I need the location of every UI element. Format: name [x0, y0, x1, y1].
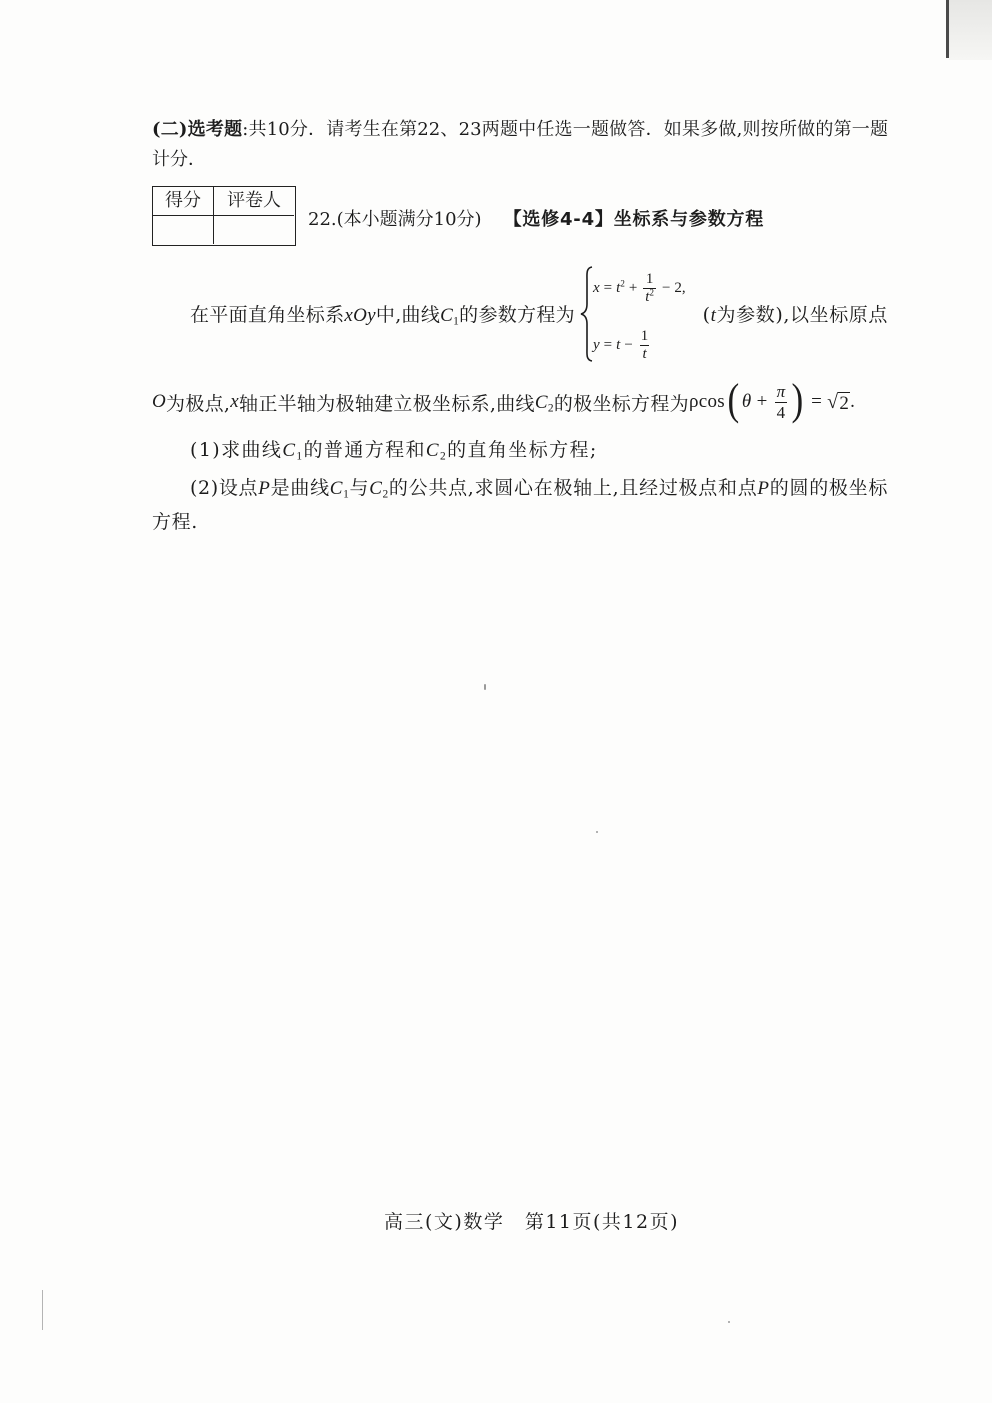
var-t: t: [616, 279, 621, 296]
section-heading: (二)选考题: [152, 119, 243, 140]
denominator: [643, 288, 656, 306]
axis-symbol: x: [230, 391, 240, 412]
stem-text: 在平面直角坐标系: [190, 304, 345, 326]
rho-cos: ρcos: [688, 391, 725, 412]
curve-symbol: C: [329, 478, 344, 499]
fraction-pi-over-4: [775, 382, 788, 423]
equals-sign: =: [811, 391, 823, 412]
constant-term: 2,: [674, 279, 686, 296]
stem-text: 轴正半轴为极轴建立极坐标系,曲线: [239, 392, 535, 415]
part-text: 是曲线: [270, 477, 330, 499]
page-footer: 高三(文)数学 第11页(共12页): [384, 1211, 680, 1233]
equation-y: [593, 323, 652, 367]
score-cell: [153, 216, 214, 244]
part-text: (1)求曲线: [190, 439, 283, 461]
plus-sign: +: [756, 391, 768, 412]
origin-symbol: O: [152, 391, 167, 412]
radicand: 2: [839, 393, 850, 414]
curve-subscript: 2: [382, 488, 389, 501]
score-header: 得分: [153, 187, 214, 216]
part-text: 与: [349, 477, 370, 499]
coordinate-system-label: xOy: [344, 305, 376, 326]
scan-speck: [484, 684, 486, 690]
fraction-one-over-t: [639, 328, 651, 363]
score-table: [152, 186, 296, 246]
period: .: [850, 391, 856, 412]
stem-text: 的参数方程为: [459, 304, 575, 326]
part-text: 的圆的极坐标: [769, 477, 888, 499]
curve-subscript: 2: [440, 450, 448, 463]
curve-subscript: 1: [453, 315, 460, 328]
scan-edge-shadow: [949, 0, 992, 60]
scan-edge-line: [946, 0, 949, 58]
stem-line1-right: [703, 302, 888, 329]
curve-symbol: C: [282, 440, 297, 461]
parameter-symbol: t: [710, 305, 717, 326]
numerator: 1: [645, 270, 654, 287]
sub-question-2: [190, 475, 888, 502]
curve-subscript: 1: [343, 488, 350, 501]
stem-text: 中,曲线: [375, 304, 441, 326]
part-text: 的直角坐标方程;: [447, 439, 598, 461]
sub-question-1: [190, 437, 598, 464]
stem-text: (: [702, 304, 711, 326]
right-paren: ): [791, 375, 804, 424]
curve-symbol: C: [534, 391, 548, 413]
equals-sign: =: [603, 279, 613, 296]
equals-sign: =: [603, 336, 613, 353]
question-number: 22.(本小题满分10分): [308, 209, 482, 230]
left-paren: (: [727, 375, 740, 424]
denominator: t: [642, 345, 647, 362]
section-instructions-line1: [152, 117, 888, 143]
scan-speck: [728, 1321, 730, 1323]
curve-subscript: 1: [296, 450, 304, 463]
section-instructions: :共10分．请考生在第22、23两题中任选一题做答．如果多做,则按所做的第一题: [242, 119, 888, 140]
sub-question-2-continued: 方程.: [152, 511, 198, 533]
minus-sign: −: [624, 336, 633, 353]
fraction-one-over-t-squared: [643, 271, 656, 306]
stem-text: 为极点,: [166, 392, 231, 415]
stem-line2: [152, 375, 856, 426]
numerator: 1: [640, 327, 649, 344]
curve-symbol: C: [369, 478, 383, 499]
question-topic: 【选修4-4】坐标系与参数方程: [503, 209, 765, 230]
part-text: (2)设点: [190, 477, 259, 499]
point-symbol: P: [258, 478, 271, 499]
stem-text: 的极坐标方程为: [553, 392, 689, 415]
curve-c2: [535, 391, 554, 414]
plus-sign: +: [628, 279, 638, 296]
var-t: t: [616, 336, 621, 353]
scan-speck: [596, 831, 598, 833]
left-brace-icon: [580, 266, 594, 362]
scan-margin-line: [42, 1290, 43, 1330]
stem-line1-left: [190, 302, 575, 329]
exponent: 2: [649, 286, 654, 297]
section-instructions-line2: 计分．: [152, 149, 206, 170]
theta-symbol: θ: [741, 391, 752, 412]
point-symbol: P: [757, 478, 770, 499]
var-t: t: [645, 288, 650, 305]
var-y: y: [593, 336, 600, 353]
part-text: 的公共点,求圆心在极轴上,且经过极点和点: [388, 477, 758, 499]
question-22-header: [308, 207, 764, 233]
curve-symbol: C: [425, 440, 440, 461]
stem-text: 为参数),以坐标原点: [716, 304, 888, 326]
numerator: π: [776, 381, 786, 401]
t-squared: [616, 277, 625, 297]
equation-x: [593, 266, 686, 310]
parametric-system: [580, 264, 706, 364]
exponent: 2: [620, 277, 625, 288]
var-x: x: [593, 279, 600, 296]
grader-header: 评卷人: [214, 187, 294, 216]
square-root: [827, 390, 850, 414]
curve-symbol: C: [440, 305, 454, 326]
radical-sign: √: [827, 391, 839, 413]
denominator: 4: [776, 402, 786, 422]
grader-cell: [214, 216, 294, 244]
curve-subscript: 2: [547, 402, 554, 415]
minus-sign: −: [661, 279, 671, 296]
part-text: 的普通方程和: [303, 439, 426, 461]
